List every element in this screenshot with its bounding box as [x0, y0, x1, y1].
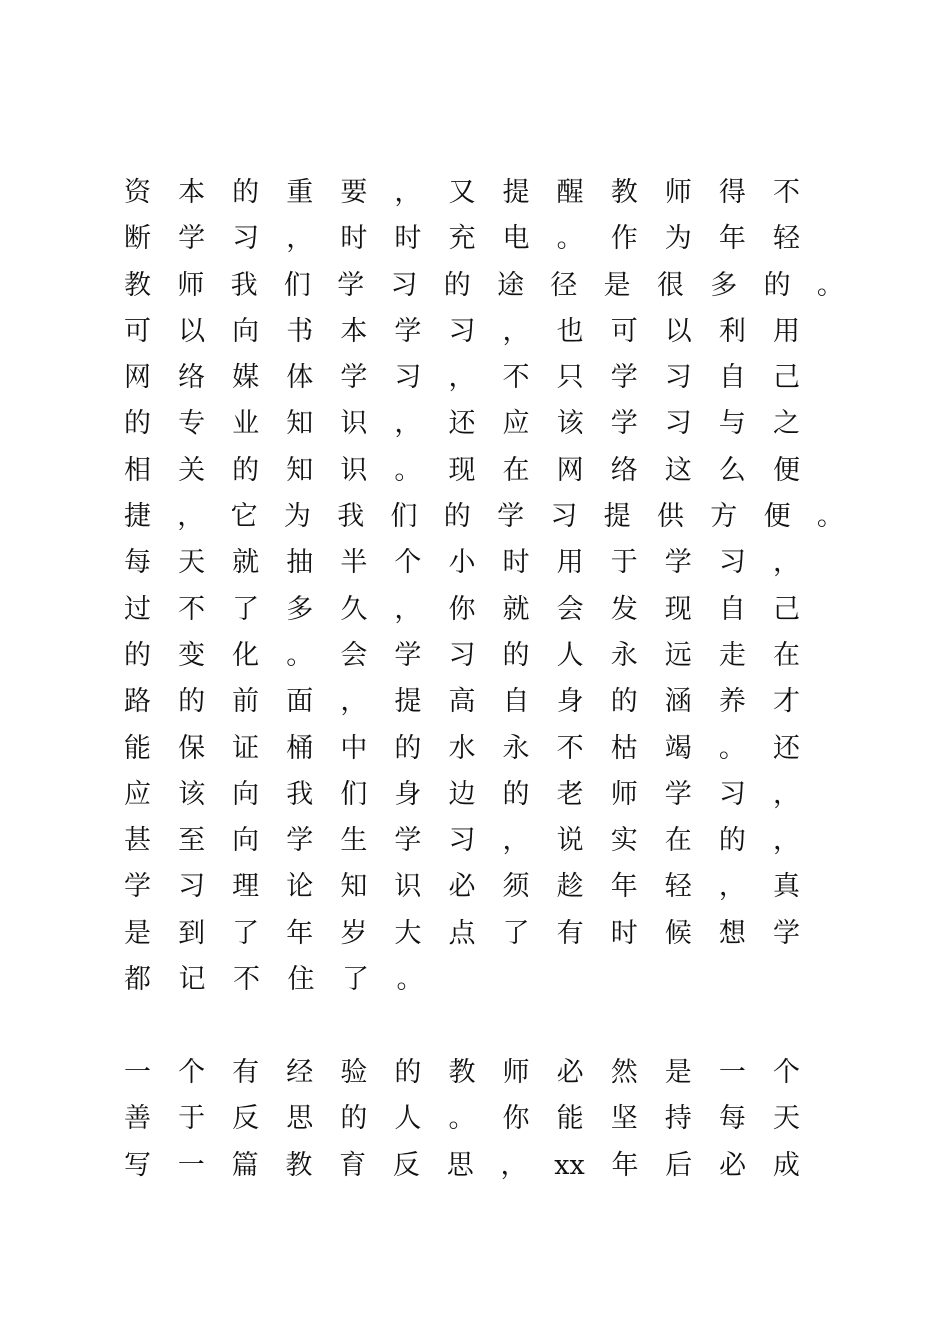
- text-line: 学 习 理 论 知 识 必 须 趁 年 轻 ， 真: [124, 871, 800, 903]
- paragraph-2: [124, 1050, 844, 1189]
- text-line: 一 个 有 经 验 的 教 师 必 然 是 一 个: [124, 1057, 800, 1088]
- text-line: 路 的 前 面 ， 提 高 自 身 的 涵 养 才: [124, 686, 800, 718]
- text-line: 的 变 化 。 会 学 习 的 人 永 远 走 在: [124, 639, 800, 671]
- text-line: 每 天 就 抽 半 个 小 时 用 于 学 习 ，: [124, 547, 800, 579]
- text-line: 写 一 篇 教 育 反 思 ， xx 年 后 必 成: [124, 1149, 800, 1181]
- text-line: 网 络 媒 体 学 习 ， 不 只 学 习 自 己: [124, 362, 800, 394]
- text-line: 甚 至 向 学 生 学 习 ， 说 实 在 的 ，: [124, 825, 800, 857]
- text-line: 应 该 向 我 们 身 边 的 老 师 学 习 ，: [124, 778, 800, 810]
- text-line: 捷 ， 它 为 我 们 的 学 习 提 供 方 便 。: [124, 501, 844, 533]
- text-line: 相 关 的 知 识 。 现 在 网 络 这 么 便: [124, 454, 800, 486]
- text-line: 断 学 习 ， 时 时 充 电 。 作 为 年 轻: [124, 223, 800, 255]
- text-line: 善 于 反 思 的 人 。 你 能 坚 持 每 天: [124, 1103, 800, 1135]
- text-line: 能 保 证 桶 中 的 水 永 不 枯 竭 。 还: [124, 732, 800, 764]
- text-line: 都 记 不 住 了 。: [124, 964, 424, 996]
- text-line: 教 师 我 们 学 习 的 途 径 是 很 多 的 。: [124, 269, 844, 301]
- text-line: 是 到 了 年 岁 大 点 了 有 时 候 想 学: [124, 917, 800, 949]
- text-line: 的 专 业 知 识 ， 还 应 该 学 习 与 之: [124, 408, 800, 440]
- text-line: 资 本 的 重 要 ， 又 提 醒 教 师 得 不: [124, 177, 800, 208]
- text-line: 可 以 向 书 本 学 习 ， 也 可 以 利 用: [124, 315, 800, 347]
- paragraph-1: [124, 170, 844, 1003]
- text-line: 过 不 了 多 久 ， 你 就 会 发 现 自 己: [124, 593, 800, 625]
